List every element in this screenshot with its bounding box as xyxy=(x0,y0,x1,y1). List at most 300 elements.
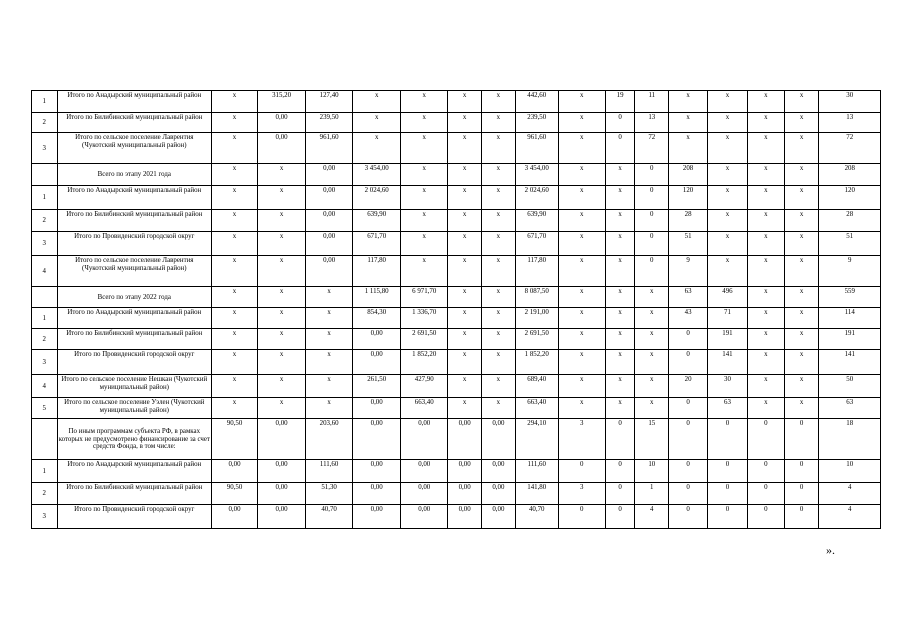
table-row xyxy=(32,232,881,256)
closing-quote-mark: ». xyxy=(826,543,835,557)
value-cell: х xyxy=(558,350,605,375)
value-cell: х xyxy=(605,375,635,398)
value-cell: 0 xyxy=(605,460,635,483)
row-number-cell: 2 xyxy=(32,113,58,133)
value-cell: х xyxy=(448,186,482,210)
value-cell: 0,00 xyxy=(448,460,482,483)
value-cell: х xyxy=(212,308,258,329)
value-cell: 0,00 xyxy=(401,419,448,460)
value-cell: 0 xyxy=(558,505,605,529)
value-cell: х xyxy=(558,164,605,186)
row-name-cell: Итого по сельское поселение Уэлен (Чукотский муниципальный район) xyxy=(57,398,211,419)
value-cell: х xyxy=(558,186,605,210)
value-cell: х xyxy=(784,91,819,113)
value-cell: 4 xyxy=(819,505,881,529)
table-row xyxy=(32,113,881,133)
value-cell: х xyxy=(212,287,258,308)
value-cell: х xyxy=(212,375,258,398)
value-cell: 0 xyxy=(784,419,819,460)
value-cell: 13 xyxy=(635,113,669,133)
value-cell: 3 454,00 xyxy=(515,164,558,186)
value-cell: 19 xyxy=(605,91,635,113)
value-cell: х xyxy=(558,398,605,419)
value-cell: х xyxy=(482,91,516,113)
table-row xyxy=(32,398,881,419)
table-row xyxy=(32,186,881,210)
value-cell: 63 xyxy=(708,398,748,419)
value-cell: 0 xyxy=(635,210,669,232)
table-row xyxy=(32,308,881,329)
row-name-cell: Итого по Билибинский муниципальный район xyxy=(57,210,211,232)
value-cell: 2 691,50 xyxy=(401,329,448,350)
value-cell: х xyxy=(258,375,306,398)
value-cell: 671,70 xyxy=(515,232,558,256)
value-cell: х xyxy=(482,329,516,350)
value-cell: х xyxy=(558,375,605,398)
value-cell: 0,00 xyxy=(258,113,306,133)
value-cell: х xyxy=(482,210,516,232)
value-cell: х xyxy=(605,164,635,186)
value-cell: 0,00 xyxy=(353,505,401,529)
value-cell: х xyxy=(558,133,605,164)
value-cell: х xyxy=(258,398,306,419)
row-number-cell: 2 xyxy=(32,329,58,350)
value-cell: х xyxy=(558,91,605,113)
value-cell: х xyxy=(258,232,306,256)
value-cell: 0 xyxy=(669,460,708,483)
value-cell: 0 xyxy=(605,505,635,529)
value-cell: х xyxy=(258,256,306,287)
value-cell: х xyxy=(605,350,635,375)
value-cell: 43 xyxy=(669,308,708,329)
row-number-cell xyxy=(32,287,58,308)
value-cell: 10 xyxy=(819,460,881,483)
value-cell: х xyxy=(258,186,306,210)
value-cell: 63 xyxy=(669,287,708,308)
value-cell: 208 xyxy=(669,164,708,186)
value-cell: 3 xyxy=(558,483,605,505)
value-cell: 72 xyxy=(635,133,669,164)
value-cell: 0 xyxy=(635,232,669,256)
value-cell: х xyxy=(784,398,819,419)
value-cell: 0,00 xyxy=(306,232,353,256)
value-cell: х xyxy=(482,256,516,287)
value-cell: х xyxy=(482,186,516,210)
value-cell: х xyxy=(747,164,784,186)
value-cell: х xyxy=(558,329,605,350)
value-cell: 0 xyxy=(708,460,748,483)
value-cell: 0,00 xyxy=(306,210,353,232)
value-cell: х xyxy=(558,256,605,287)
value-cell: 0,00 xyxy=(353,350,401,375)
value-cell: х xyxy=(784,375,819,398)
value-cell: х xyxy=(635,350,669,375)
value-cell: 0,00 xyxy=(258,460,306,483)
value-cell: 0 xyxy=(669,483,708,505)
value-cell: 111,60 xyxy=(306,460,353,483)
value-cell: 442,60 xyxy=(515,91,558,113)
value-cell: х xyxy=(482,398,516,419)
value-cell: х xyxy=(747,256,784,287)
value-cell: 0 xyxy=(669,505,708,529)
value-cell: 0 xyxy=(708,505,748,529)
value-cell: х xyxy=(669,133,708,164)
value-cell: 239,50 xyxy=(515,113,558,133)
value-cell: х xyxy=(448,398,482,419)
value-cell: 51 xyxy=(819,232,881,256)
value-cell: х xyxy=(306,398,353,419)
value-cell: х xyxy=(635,398,669,419)
value-cell: 854,30 xyxy=(353,308,401,329)
row-number-cell: 1 xyxy=(32,460,58,483)
value-cell: х xyxy=(747,308,784,329)
value-cell: х xyxy=(784,256,819,287)
value-cell: 0 xyxy=(605,113,635,133)
row-number-cell: 3 xyxy=(32,232,58,256)
value-cell: 0,00 xyxy=(448,483,482,505)
value-cell: х xyxy=(401,232,448,256)
value-cell: х xyxy=(306,287,353,308)
row-number-cell: 4 xyxy=(32,256,58,287)
value-cell: 0,00 xyxy=(306,256,353,287)
value-cell: 8 087,50 xyxy=(515,287,558,308)
row-name-cell: Итого по сельское поселение Нешкан (Чукотский муниципальный район) xyxy=(57,375,211,398)
value-cell: х xyxy=(747,210,784,232)
value-cell: 0,00 xyxy=(482,460,516,483)
row-name-cell: Всего по этапу 2022 года xyxy=(57,287,211,308)
row-number-cell: 3 xyxy=(32,505,58,529)
value-cell: х xyxy=(708,91,748,113)
value-cell: 0 xyxy=(605,419,635,460)
value-cell: х xyxy=(747,375,784,398)
table-body xyxy=(32,91,881,529)
row-number-cell: 2 xyxy=(32,483,58,505)
value-cell: х xyxy=(448,256,482,287)
table-row xyxy=(32,505,881,529)
value-cell: х xyxy=(708,256,748,287)
table-row xyxy=(32,91,881,113)
value-cell: 0,00 xyxy=(482,483,516,505)
value-cell: х xyxy=(448,210,482,232)
value-cell: х xyxy=(784,164,819,186)
value-cell: 30 xyxy=(819,91,881,113)
value-cell: 6 971,70 xyxy=(401,287,448,308)
value-cell: 30 xyxy=(708,375,748,398)
value-cell: х xyxy=(448,308,482,329)
value-cell: х xyxy=(482,308,516,329)
value-cell: х xyxy=(669,91,708,113)
value-cell: х xyxy=(635,308,669,329)
value-cell: 639,90 xyxy=(515,210,558,232)
value-cell: х xyxy=(708,186,748,210)
value-cell: х xyxy=(448,329,482,350)
value-cell: 1 336,70 xyxy=(401,308,448,329)
value-cell: 51 xyxy=(669,232,708,256)
value-cell: 0,00 xyxy=(448,419,482,460)
value-cell: х xyxy=(212,210,258,232)
value-cell: 0,00 xyxy=(258,483,306,505)
row-name-cell: Итого по сельское поселение Лаврентия (Чукотский муниципальный район) xyxy=(57,256,211,287)
value-cell: 203,60 xyxy=(306,419,353,460)
table-row xyxy=(32,210,881,232)
value-cell: х xyxy=(306,329,353,350)
value-cell: 28 xyxy=(819,210,881,232)
row-number-cell xyxy=(32,164,58,186)
value-cell: 0,00 xyxy=(482,419,516,460)
value-cell: 120 xyxy=(819,186,881,210)
value-cell: х xyxy=(448,91,482,113)
value-cell: х xyxy=(635,329,669,350)
value-cell: 0,00 xyxy=(353,419,401,460)
value-cell: х xyxy=(258,164,306,186)
value-cell: х xyxy=(448,232,482,256)
value-cell: х xyxy=(448,287,482,308)
value-cell: 315,20 xyxy=(258,91,306,113)
value-cell: 141,80 xyxy=(515,483,558,505)
value-cell: х xyxy=(353,133,401,164)
value-cell: х xyxy=(353,91,401,113)
value-cell: х xyxy=(635,375,669,398)
row-name-cell: Итого по сельское поселение Лаврентия (Чукотский муниципальный район) xyxy=(57,133,211,164)
value-cell: 0 xyxy=(784,483,819,505)
value-cell: 0,00 xyxy=(353,329,401,350)
table-row xyxy=(32,375,881,398)
housing-program-table xyxy=(31,90,881,529)
value-cell: 0,00 xyxy=(258,419,306,460)
value-cell: х xyxy=(605,256,635,287)
value-cell: х xyxy=(747,329,784,350)
value-cell: 0 xyxy=(784,460,819,483)
row-name-cell: Итого по Провиденский городской округ xyxy=(57,350,211,375)
value-cell: 0,00 xyxy=(482,505,516,529)
row-number-cell: 3 xyxy=(32,133,58,164)
value-cell: х xyxy=(212,256,258,287)
value-cell: х xyxy=(558,308,605,329)
value-cell: 40,70 xyxy=(306,505,353,529)
value-cell: 208 xyxy=(819,164,881,186)
value-cell: х xyxy=(747,133,784,164)
value-cell: 28 xyxy=(669,210,708,232)
value-cell: 0,00 xyxy=(306,186,353,210)
value-cell: 0 xyxy=(747,505,784,529)
value-cell: 1 852,20 xyxy=(401,350,448,375)
value-cell: 0 xyxy=(669,350,708,375)
row-number-cell: 1 xyxy=(32,186,58,210)
value-cell: х xyxy=(212,133,258,164)
value-cell: 3 454,00 xyxy=(353,164,401,186)
row-number-cell: 2 xyxy=(32,210,58,232)
row-name-cell: Всего по этапу 2021 года xyxy=(57,164,211,186)
value-cell: 0 xyxy=(558,460,605,483)
value-cell: 3 xyxy=(558,419,605,460)
value-cell: 71 xyxy=(708,308,748,329)
value-cell: 141 xyxy=(708,350,748,375)
value-cell: х xyxy=(784,287,819,308)
value-cell: х xyxy=(353,113,401,133)
value-cell: 111,60 xyxy=(515,460,558,483)
value-cell: 50 xyxy=(819,375,881,398)
value-cell: х xyxy=(258,350,306,375)
value-cell: х xyxy=(605,186,635,210)
value-cell: х xyxy=(482,375,516,398)
value-cell: 141 xyxy=(819,350,881,375)
row-number-cell: 3 xyxy=(32,350,58,375)
value-cell: 114 xyxy=(819,308,881,329)
value-cell: х xyxy=(558,113,605,133)
value-cell: 0 xyxy=(635,256,669,287)
value-cell: х xyxy=(747,186,784,210)
value-cell: 120 xyxy=(669,186,708,210)
row-number-cell: 4 xyxy=(32,375,58,398)
row-name-cell: Итого по Билибинский муниципальный район xyxy=(57,483,211,505)
value-cell: х xyxy=(708,232,748,256)
value-cell: 0 xyxy=(669,329,708,350)
value-cell: 18 xyxy=(819,419,881,460)
value-cell: 0,00 xyxy=(212,505,258,529)
value-cell: х xyxy=(784,308,819,329)
value-cell: 0,00 xyxy=(401,483,448,505)
value-cell: 663,40 xyxy=(401,398,448,419)
value-cell: х xyxy=(401,186,448,210)
value-cell: х xyxy=(448,113,482,133)
value-cell: 4 xyxy=(635,505,669,529)
value-cell: х xyxy=(306,375,353,398)
value-cell: х xyxy=(212,113,258,133)
value-cell: х xyxy=(482,113,516,133)
value-cell: х xyxy=(258,329,306,350)
value-cell: 11 xyxy=(635,91,669,113)
table-row xyxy=(32,460,881,483)
value-cell: 427,90 xyxy=(401,375,448,398)
value-cell: х xyxy=(605,308,635,329)
value-cell: 559 xyxy=(819,287,881,308)
value-cell: х xyxy=(784,232,819,256)
value-cell: х xyxy=(558,287,605,308)
value-cell: х xyxy=(747,232,784,256)
value-cell: 639,90 xyxy=(353,210,401,232)
value-cell: 261,50 xyxy=(353,375,401,398)
value-cell: х xyxy=(747,91,784,113)
value-cell: 0 xyxy=(708,483,748,505)
value-cell: 2 691,50 xyxy=(515,329,558,350)
value-cell: х xyxy=(306,350,353,375)
value-cell: х xyxy=(605,210,635,232)
value-cell: 1 115,80 xyxy=(353,287,401,308)
value-cell: х xyxy=(401,133,448,164)
value-cell: 0,00 xyxy=(212,460,258,483)
value-cell: 72 xyxy=(819,133,881,164)
value-cell: 0,00 xyxy=(401,505,448,529)
value-cell: х xyxy=(212,329,258,350)
value-cell: х xyxy=(784,113,819,133)
value-cell: х xyxy=(482,232,516,256)
value-cell: х xyxy=(401,113,448,133)
table-row xyxy=(32,164,881,186)
value-cell: х xyxy=(212,186,258,210)
value-cell: х xyxy=(605,287,635,308)
value-cell: х xyxy=(306,308,353,329)
value-cell: 90,50 xyxy=(212,419,258,460)
value-cell: х xyxy=(212,164,258,186)
value-cell: х xyxy=(558,210,605,232)
value-cell: 0,00 xyxy=(353,398,401,419)
value-cell: х xyxy=(448,375,482,398)
row-number-cell: 5 xyxy=(32,398,58,419)
value-cell: 0 xyxy=(635,164,669,186)
value-cell: 0,00 xyxy=(401,460,448,483)
row-name-cell: По иным программам субъекта РФ, в рамках которых не предусмотрено финансирование за счет средств Фонда, в том числе: xyxy=(57,419,211,460)
value-cell: 961,60 xyxy=(306,133,353,164)
value-cell: х xyxy=(212,91,258,113)
value-cell: х xyxy=(212,350,258,375)
value-cell: 294,10 xyxy=(515,419,558,460)
value-cell: х xyxy=(784,186,819,210)
table-row xyxy=(32,350,881,375)
value-cell: х xyxy=(482,164,516,186)
value-cell: х xyxy=(708,133,748,164)
value-cell: 0 xyxy=(635,186,669,210)
value-cell: 20 xyxy=(669,375,708,398)
value-cell: 0 xyxy=(605,133,635,164)
value-cell: 0,00 xyxy=(448,505,482,529)
value-cell: 0 xyxy=(747,460,784,483)
value-cell: х xyxy=(708,113,748,133)
row-number-cell xyxy=(32,419,58,460)
value-cell: 0,00 xyxy=(306,164,353,186)
value-cell: х xyxy=(448,133,482,164)
value-cell: х xyxy=(401,256,448,287)
value-cell: х xyxy=(708,210,748,232)
value-cell: 0,00 xyxy=(258,133,306,164)
value-cell: 0,00 xyxy=(353,483,401,505)
value-cell: х xyxy=(747,287,784,308)
row-name-cell: Итого по Провиденский городской округ xyxy=(57,505,211,529)
value-cell: 961,60 xyxy=(515,133,558,164)
row-name-cell: Итого по Анадырский муниципальный район xyxy=(57,308,211,329)
row-name-cell: Итого по Анадырский муниципальный район xyxy=(57,186,211,210)
value-cell: 663,40 xyxy=(515,398,558,419)
value-cell: 0,00 xyxy=(353,460,401,483)
value-cell: 90,50 xyxy=(212,483,258,505)
row-number-cell: 1 xyxy=(32,91,58,113)
value-cell: 51,30 xyxy=(306,483,353,505)
value-cell: х xyxy=(784,133,819,164)
value-cell: х xyxy=(747,398,784,419)
table-row xyxy=(32,483,881,505)
row-name-cell: Итого по Анадырский муниципальный район xyxy=(57,91,211,113)
value-cell: 1 852,20 xyxy=(515,350,558,375)
value-cell: х xyxy=(212,232,258,256)
value-cell: х xyxy=(605,329,635,350)
value-cell: х xyxy=(401,91,448,113)
table-row xyxy=(32,287,881,308)
value-cell: х xyxy=(401,164,448,186)
value-cell: 1 xyxy=(635,483,669,505)
row-name-cell: Итого по Билибинский муниципальный район xyxy=(57,113,211,133)
value-cell: 127,40 xyxy=(306,91,353,113)
value-cell: 9 xyxy=(819,256,881,287)
table-row xyxy=(32,329,881,350)
value-cell: 0 xyxy=(747,419,784,460)
value-cell: х xyxy=(448,350,482,375)
value-cell: 117,80 xyxy=(515,256,558,287)
value-cell: х xyxy=(605,398,635,419)
row-name-cell: Итого по Анадырский муниципальный район xyxy=(57,460,211,483)
value-cell: 0 xyxy=(669,398,708,419)
value-cell: х xyxy=(784,350,819,375)
value-cell: х xyxy=(635,287,669,308)
value-cell: х xyxy=(258,287,306,308)
